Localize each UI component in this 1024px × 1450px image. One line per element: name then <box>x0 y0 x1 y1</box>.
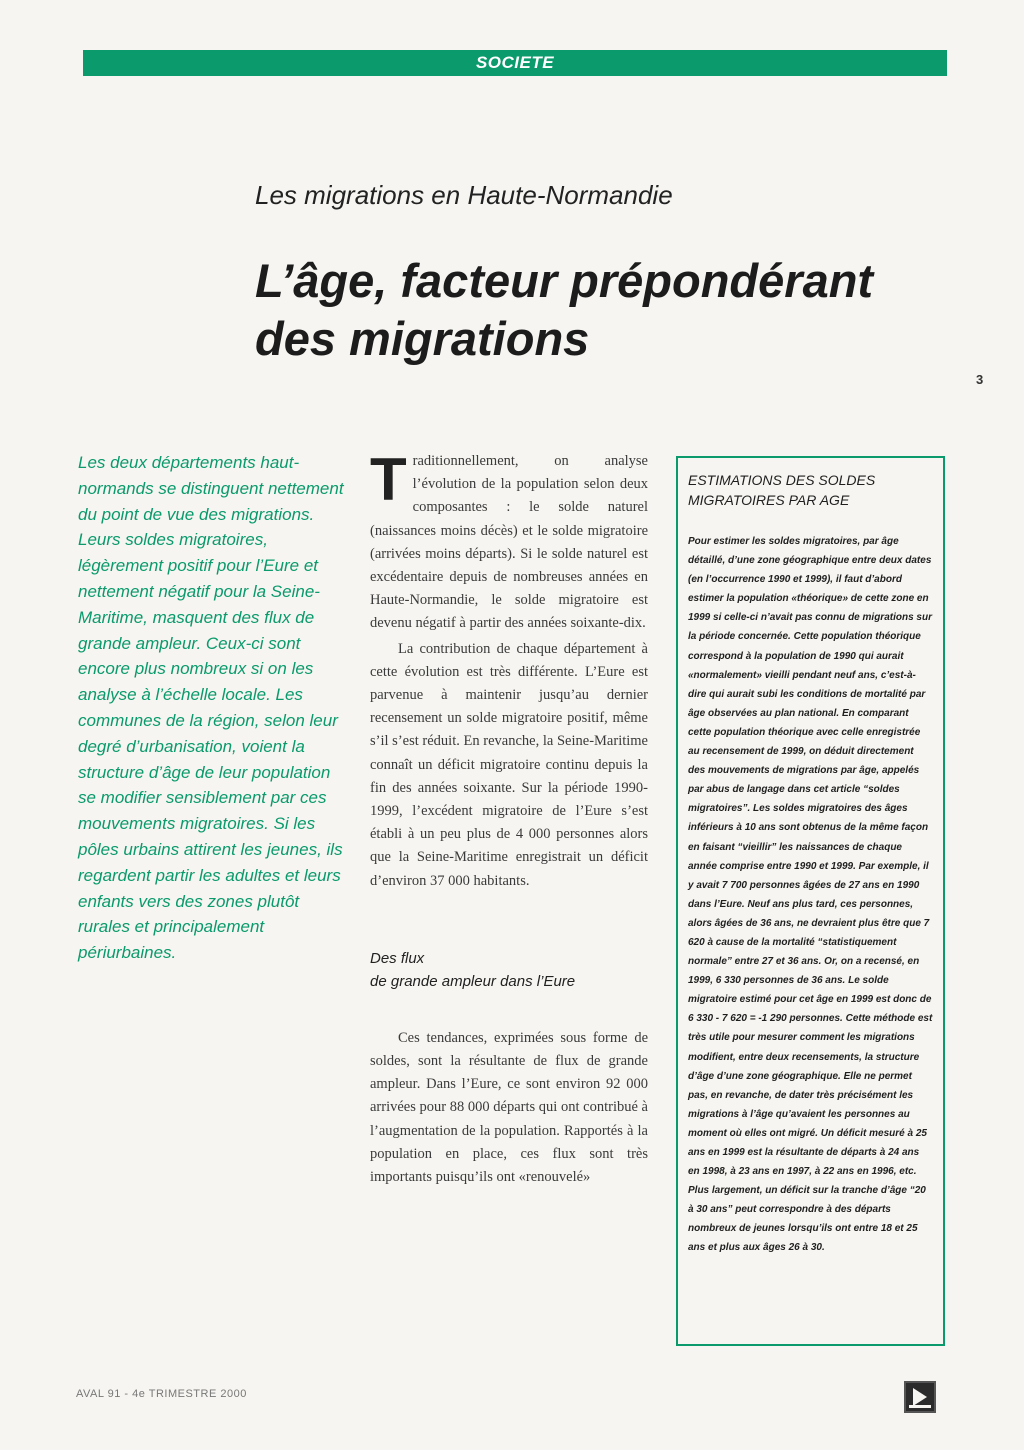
page-number: 3 <box>976 372 984 387</box>
drop-cap: T <box>370 446 407 513</box>
article-headline: L’âge, facteur prépondérant des migrations <box>255 254 874 365</box>
body-paragraph-2: La contribution de chaque département à cette évolution est très différente. L’Eure est parvenue à maintenir jusqu’au dernier recensement un solde migratoire positif, même s’il s’est réduit. En revanche, la Seine-Maritime connaît un déficit migratoire continu depuis la fin des années soixante. Sur la période 1990-1999, l’excédent migratoire de l’Eure s’est établi à un peu plus de 4 000 personnes alors que la Seine-Maritime enregistrait un déficit d’environ 37 000 habitants. <box>370 640 648 889</box>
methodology-box <box>676 456 945 1346</box>
article-body <box>370 446 648 1191</box>
body-paragraph-3: Ces tendances, exprimées sous forme de soldes, sont la résultante de flux de grande ampleur. Dans l’Eure, ce sont environ 92 000 arrivées pour 88 000 départs qui ont contribué à l’augmentation de la population. Rapportés à la population en place, ces flux sont très importants puisqu’ils ont «renouvelé» <box>370 1029 648 1186</box>
body-paragraph-1 <box>370 446 648 636</box>
body-paragraph-1-text: raditionnellement, on analyse l’évolution de la population selon deux composantes : le solde naturel (naissances moins décès) et le solde migratoire (arrivées moins départs). Si le solde naturel est excédentaire depuis de nombreuses années en Haute-Normandie, le solde migratoire est devenu négatif à partir des années soixante-dix. <box>370 453 648 632</box>
article-lead: Les deux départements haut-normands se distinguent nettement du point de vue des migrations. Leurs soldes migratoires, légèrement positif pour l’Eure et nettement négatif pour la Seine-Maritime, masquent des flux de grande ampleur. Ceux-ci sont encore plus nombreux si on les analyse à l’échelle locale. Les communes de la région, selon leur degré d’urbanisation, voient la structure d’âge de leur population se modifier sensiblement par ces mouvements migratoires. Si les pôles urbains attirent les jeunes, ils regardent partir les adultes et leurs enfants vers des zones plutôt rurales et principalement périurbaines. <box>78 453 344 963</box>
box-title: ESTIMATIONS DES SOLDES MIGRATOIRES PAR AGE <box>688 472 876 508</box>
article-kicker: Les migrations en Haute-Normandie <box>255 180 673 210</box>
box-text: Pour estimer les soldes migratoires, par âge détaillé, d’une zone géographique entre deux dates (en l’occurrence 1990 et 1999), il faut d’abord estimer la population «théorique» de cette zone en 1999 si celle-ci n’avait pas connu de migrations sur la période concernée. Cette population théorique correspond à la population de 1990 qui aurait «normalement» vieilli pendant neuf ans, c’est-à-dire qui aurait subi les conditions de mortalité par âge observées au plan national. En comparant cette population théorique avec celle enregistrée au recensement de 1999, on déduit directement des mouvements de migrations par âge, appelés par abus de langage dans cet article “soldes migratoires”. Les soldes migratoires des âges inférieurs à 10 ans sont obtenus de la même façon en faisant “vieillir” les naissances de chaque année comprise entre 1990 et 1999. Par exemple, il y avait 7 700 personnes âgées de 27 ans en 1990 dans l’Eure. Neuf ans plus tard, ces personnes, alors âgées de 36 ans, ne devraient plus être que 7 620 à cause de la mortalité “statistiquement normale” entre 27 et 36 ans. Or, on a recensé, en 1999, 6 330 personnes de 36 ans. Le solde migratoire estimé pour cet âge en 1999 est donc de 6 330 - 7 620 = -1 290 personnes. Cette méthode est très utile pour mesurer comment les migrations modifient, entre deux recensements, la structure d’âge d’une zone géographique. Elle ne permet pas, en revanche, de dater très précisément les migrations à l’âge qu’avaient les personnes au moment où elles ont migré. Un déficit mesuré à 25 ans en 1999 est la résultante de départs à 24 ans en 1998, à 23 ans en 1997, à 22 ans en 1996, etc. Plus largement, un déficit sur la tranche d’âge “20 à 30 ans” peut correspondre à des départs nombreux de jeunes lorsqu’ils ont entre 18 et 25 ans et plus aux âges 26 à 30. <box>688 536 933 1254</box>
page-footer: AVAL 91 - 4e TRIMESTRE 2000 <box>76 1388 247 1400</box>
section-subhead <box>370 947 648 993</box>
subhead-line-1: Des flux <box>370 949 425 967</box>
subhead-line-2: de grande ampleur dans l’Eure <box>370 972 576 990</box>
insee-logo-icon <box>904 1381 936 1413</box>
section-band: SOCIETE <box>83 50 947 76</box>
